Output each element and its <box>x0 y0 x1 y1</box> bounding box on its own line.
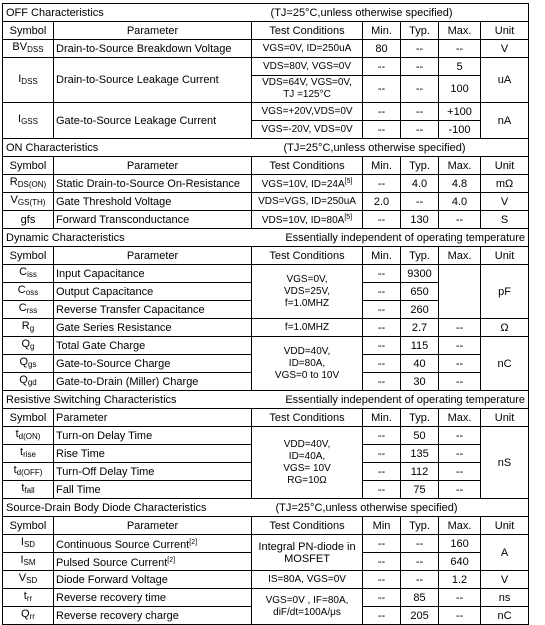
min-cell: -- <box>363 58 401 76</box>
parameter-cell: Reverse recovery charge <box>54 607 252 625</box>
condition-cell: VGS=-20V, VDS=0V <box>252 121 363 139</box>
typ-cell: 135 <box>401 445 439 463</box>
condition-cell: VDD=40V, ID=40A, VGS= 10V RG=10Ω <box>252 427 363 499</box>
condition-cell: IS=80A, VGS=0V <box>252 571 363 589</box>
min-cell: -- <box>363 301 401 319</box>
symbol-cell: $BV_{DSS}$ <box>3 40 54 58</box>
typ-cell: 115 <box>401 337 439 355</box>
max-cell: -- <box>439 589 481 607</box>
symbol-cell: $Q_g$ <box>3 337 54 355</box>
col-test-conditions: Test Conditions <box>252 157 363 175</box>
col-parameter: Parameter <box>54 517 252 535</box>
col-parameter: Parameter <box>54 157 252 175</box>
table-row <box>3 40 529 58</box>
min-cell: -- <box>363 571 401 589</box>
table-row <box>3 193 529 211</box>
col-typ: Typ. <box>401 157 439 175</box>
max-cell: 4.0 <box>439 193 481 211</box>
col-test-conditions: Test Conditions <box>252 517 363 535</box>
symbol-cell: $I_{SM}$ <box>3 553 54 571</box>
typ-cell: 112 <box>401 463 439 481</box>
condition-cell: VGS=10V, ID=24A[5] <box>252 175 363 193</box>
unit-cell: nA <box>481 103 529 139</box>
max-cell <box>439 265 481 319</box>
table-row <box>3 58 529 76</box>
col-symbol: Symbol <box>3 517 54 535</box>
col-typ: Typ. <box>401 22 439 40</box>
min-cell: -- <box>363 76 401 103</box>
typ-cell: 50 <box>401 427 439 445</box>
table-row <box>3 427 529 445</box>
table-row <box>3 535 529 553</box>
unit-cell: mΩ <box>481 175 529 193</box>
condition-cell: VDD=40V, ID=80A, VGS=0 to 10V <box>252 337 363 391</box>
col-typ: Typ. <box>401 517 439 535</box>
typ-cell: 2.7 <box>401 319 439 337</box>
section-title: OFF Characteristics <box>3 4 363 22</box>
section-note: Essentially independent of operating temperature <box>252 229 529 247</box>
parameter-cell: Gate Threshold Voltage <box>54 193 252 211</box>
column-header-row <box>3 157 529 175</box>
parameter-cell: Gate Series Resistance <box>54 319 252 337</box>
section-note: (TJ=25°C,unless otherwise specified) <box>363 4 529 22</box>
col-max: Max. <box>439 22 481 40</box>
table-row <box>3 175 529 193</box>
col-symbol: Symbol <box>3 157 54 175</box>
max-cell: 100 <box>439 76 481 103</box>
col-unit: Unit <box>481 517 529 535</box>
parameter-cell: Drain-to-Source Leakage Current <box>54 58 252 103</box>
min-cell: -- <box>363 373 401 391</box>
max-cell: 1.2 <box>439 571 481 589</box>
condition-cell: VDS=10V, ID=80A[5] <box>252 211 363 229</box>
section-title: ON Characteristics <box>3 139 252 157</box>
min-cell: -- <box>363 283 401 301</box>
min-cell: -- <box>363 337 401 355</box>
parameter-cell: Continuous Source Current[2] <box>54 535 252 553</box>
max-cell: -- <box>439 319 481 337</box>
section-note: Essentially independent of operating temperature <box>252 391 529 409</box>
min-cell: -- <box>363 121 401 139</box>
min-cell: -- <box>363 481 401 499</box>
parameter-cell: Gate-to-Source Charge <box>54 355 252 373</box>
col-test-conditions: Test Conditions <box>252 247 363 265</box>
max-cell: -- <box>439 427 481 445</box>
section-header-off <box>3 4 529 22</box>
unit-cell: nC <box>481 337 529 391</box>
table-row <box>3 319 529 337</box>
typ-cell: -- <box>401 40 439 58</box>
min-cell: -- <box>363 589 401 607</box>
typ-cell: 75 <box>401 481 439 499</box>
typ-cell: 9300 <box>401 265 439 283</box>
condition-cell: VDS=80V, VGS=0V <box>252 58 363 76</box>
col-symbol: Symbol <box>3 409 54 427</box>
min-cell: -- <box>363 103 401 121</box>
parameter-cell: Total Gate Charge <box>54 337 252 355</box>
parameter-cell: Output Capacitance <box>54 283 252 301</box>
max-cell: -- <box>439 481 481 499</box>
section-header-dynamic <box>3 229 529 247</box>
column-header-row <box>3 517 529 535</box>
parameter-cell: Diode Forward Voltage <box>54 571 252 589</box>
parameter-cell: Input Capacitance <box>54 265 252 283</box>
typ-cell: 205 <box>401 607 439 625</box>
col-typ: Typ. <box>401 247 439 265</box>
table-row <box>3 589 529 607</box>
max-cell: -- <box>439 211 481 229</box>
parameter-cell: Static Drain-to-Source On-Resistance <box>54 175 252 193</box>
typ-cell: -- <box>401 193 439 211</box>
unit-cell: V <box>481 40 529 58</box>
min-cell: -- <box>363 463 401 481</box>
col-min: Min. <box>363 22 401 40</box>
parameter-cell: Gate-to-Source Leakage Current <box>54 103 252 139</box>
symbol-cell: $I_{GSS}$ <box>3 103 54 139</box>
col-max: Max. <box>439 157 481 175</box>
symbol-cell: $t_{d(ON)}$ <box>3 427 54 445</box>
parameter-cell: Reverse Transfer Capacitance <box>54 301 252 319</box>
col-test-conditions: Test Conditions <box>252 409 363 427</box>
min-cell: -- <box>363 427 401 445</box>
symbol-cell: $Q_{gd}$ <box>3 373 54 391</box>
min-cell: -- <box>363 319 401 337</box>
condition-cell: f=1.0MHZ <box>252 319 363 337</box>
symbol-cell: $I_{DSS}$ <box>3 58 54 103</box>
col-symbol: Symbol <box>3 247 54 265</box>
unit-cell: uA <box>481 58 529 103</box>
max-cell: -- <box>439 373 481 391</box>
symbol-cell: $V_{GS(TH)}$ <box>3 193 54 211</box>
column-header-row <box>3 409 529 427</box>
parameter-cell: Reverse recovery time <box>54 589 252 607</box>
symbol-cell: $C_{rss}$ <box>3 301 54 319</box>
col-parameter: Parameter <box>54 22 252 40</box>
max-cell: -- <box>439 445 481 463</box>
min-cell: -- <box>363 355 401 373</box>
col-max: Max. <box>439 247 481 265</box>
min-cell: -- <box>363 607 401 625</box>
table-row <box>3 571 529 589</box>
symbol-cell: gfs <box>3 211 54 229</box>
col-unit: Unit <box>481 22 529 40</box>
symbol-cell: $t_{fall}$ <box>3 481 54 499</box>
unit-cell: nC <box>481 607 529 625</box>
col-typ: Typ. <box>401 409 439 427</box>
section-title: Dynamic Characteristics <box>3 229 252 247</box>
condition-cell: VGS=+20V,VDS=0V <box>252 103 363 121</box>
max-cell: -- <box>439 607 481 625</box>
typ-cell: -- <box>401 535 439 553</box>
symbol-cell: $Q_{rr}$ <box>3 607 54 625</box>
symbol-cell: $t_{d(OFF)}$ <box>3 463 54 481</box>
max-cell: 4.8 <box>439 175 481 193</box>
col-parameter: Parameter <box>54 247 252 265</box>
min-cell: -- <box>363 175 401 193</box>
min-cell: -- <box>363 265 401 283</box>
typ-cell: 85 <box>401 589 439 607</box>
section-header-switching <box>3 391 529 409</box>
col-symbol: Symbol <box>3 22 54 40</box>
min-cell: -- <box>363 211 401 229</box>
section-title: Resistive Switching Characteristics <box>3 391 252 409</box>
symbol-cell: $t_{rise}$ <box>3 445 54 463</box>
unit-cell: S <box>481 211 529 229</box>
condition-cell: VDS=VGS, ID=250uA <box>252 193 363 211</box>
unit-cell: pF <box>481 265 529 319</box>
parameter-cell: Drain-to-Source Breakdown Voltage <box>54 40 252 58</box>
col-unit: Unit <box>481 409 529 427</box>
section-title: Source-Drain Body Diode Characteristics <box>3 499 252 517</box>
unit-cell: nS <box>481 427 529 499</box>
min-cell: 80 <box>363 40 401 58</box>
symbol-cell: $Q_{gs}$ <box>3 355 54 373</box>
col-min: Min <box>363 517 401 535</box>
typ-cell: 40 <box>401 355 439 373</box>
unit-cell: V <box>481 571 529 589</box>
table-row <box>3 103 529 121</box>
condition-cell: VDS=64V, VGS=0V, TJ =125°C <box>252 76 363 103</box>
section-header-diode <box>3 499 529 517</box>
typ-cell: -- <box>401 58 439 76</box>
typ-cell: 130 <box>401 211 439 229</box>
column-header-row <box>3 247 529 265</box>
symbol-cell: $C_{iss}$ <box>3 265 54 283</box>
typ-cell: -- <box>401 103 439 121</box>
symbol-cell: $t_{rr}$ <box>3 589 54 607</box>
max-cell: -- <box>439 355 481 373</box>
symbol-cell: $R_g$ <box>3 319 54 337</box>
max-cell: -100 <box>439 121 481 139</box>
max-cell: +100 <box>439 103 481 121</box>
parameter-cell: Turn-on Delay Time <box>54 427 252 445</box>
section-note: (TJ=25°C,unless otherwise specified) <box>252 139 529 157</box>
symbol-cell: $I_{SD}$ <box>3 535 54 553</box>
min-cell: 2.0 <box>363 193 401 211</box>
table-row <box>3 265 529 283</box>
typ-cell: -- <box>401 76 439 103</box>
col-min: Min. <box>363 409 401 427</box>
column-header-row <box>3 22 529 40</box>
max-cell: 5 <box>439 58 481 76</box>
parameter-cell: Fall Time <box>54 481 252 499</box>
table-row <box>3 211 529 229</box>
col-unit: Unit <box>481 157 529 175</box>
typ-cell: 650 <box>401 283 439 301</box>
typ-cell: -- <box>401 121 439 139</box>
min-cell: -- <box>363 445 401 463</box>
unit-cell: ns <box>481 589 529 607</box>
max-cell: -- <box>439 337 481 355</box>
col-min: Min. <box>363 157 401 175</box>
typ-cell: 30 <box>401 373 439 391</box>
col-max: Max. <box>439 517 481 535</box>
unit-cell: V <box>481 193 529 211</box>
typ-cell: 4.0 <box>401 175 439 193</box>
col-min: Min. <box>363 247 401 265</box>
typ-cell: -- <box>401 571 439 589</box>
max-cell: -- <box>439 40 481 58</box>
parameter-cell: Pulsed Source Current[2] <box>54 553 252 571</box>
col-max: Max. <box>439 409 481 427</box>
unit-cell: Ω <box>481 319 529 337</box>
condition-cell: VGS=0V , IF=80A, diF/dt=100A/μs <box>252 589 363 625</box>
section-note: (TJ=25°C,unless otherwise specified) <box>252 499 529 517</box>
electrical-characteristics-table <box>2 3 529 625</box>
table-row <box>3 337 529 355</box>
max-cell: 160 <box>439 535 481 553</box>
min-cell: -- <box>363 553 401 571</box>
symbol-cell: $C_{oss}$ <box>3 283 54 301</box>
min-cell: -- <box>363 535 401 553</box>
parameter-cell: Gate-to-Drain (Miller) Charge <box>54 373 252 391</box>
condition-cell: Integral PN-diode in MOSFET <box>252 535 363 571</box>
typ-cell: -- <box>401 553 439 571</box>
parameter-cell: Rise Time <box>54 445 252 463</box>
max-cell: -- <box>439 463 481 481</box>
col-unit: Unit <box>481 247 529 265</box>
condition-cell: VGS=0V, VDS=25V, f=1.0MHZ <box>252 265 363 319</box>
condition-cell: VGS=0V, ID=250uA <box>252 40 363 58</box>
parameter-cell: Turn-Off Delay Time <box>54 463 252 481</box>
section-header-on <box>3 139 529 157</box>
max-cell: 640 <box>439 553 481 571</box>
parameter-cell: Forward Transconductance <box>54 211 252 229</box>
symbol-cell: $V_{SD}$ <box>3 571 54 589</box>
symbol-cell: $R_{DS(ON)}$ <box>3 175 54 193</box>
unit-cell: A <box>481 535 529 571</box>
typ-cell: 260 <box>401 301 439 319</box>
col-parameter: Parameter <box>54 409 252 427</box>
col-test-conditions: Test Conditions <box>252 22 363 40</box>
